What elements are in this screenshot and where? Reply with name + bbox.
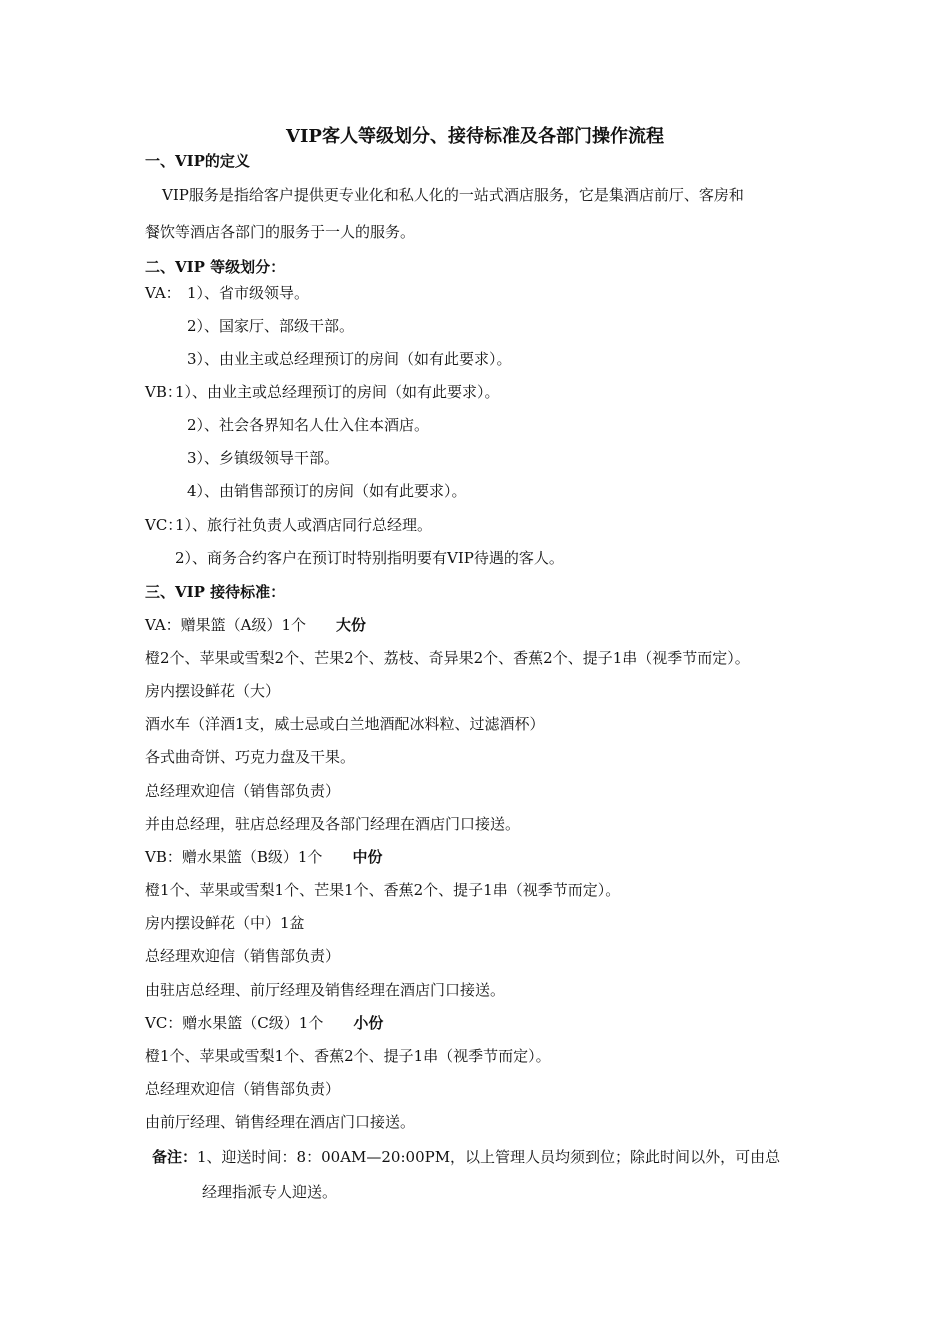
note-text-2: 经理指派专人迎送。 — [202, 1183, 338, 1201]
vb-level-item-4: 4）、由销售部预订的房间（如有此要求）。 — [187, 482, 467, 500]
vip-definition-line-1: VIP服务是指给客户提供更专业化和私人化的一站式酒店服务，它是集酒店前厅、客房和 — [162, 186, 744, 204]
vc-standard-line-2: 总经理欢迎信（销售部负责） — [145, 1080, 341, 1098]
va-standard-line-3: 酒水车（洋酒1支，威士忌或白兰地酒配冰料粒、过滤酒杯） — [145, 715, 545, 733]
vb-standard-line-3: 总经理欢迎信（销售部负责） — [145, 947, 341, 965]
section-3-heading: 三、VIP 接待标准： — [145, 583, 286, 601]
vc-standard-line-3: 由前厅经理、销售经理在酒店门口接送。 — [145, 1113, 416, 1131]
vip-definition-line-2: 餐饮等酒店各部门的服务于一人的服务。 — [145, 223, 416, 241]
va-level-item-3: 3）、由业主或总经理预订的房间（如有此要求）。 — [187, 350, 512, 368]
va-level-item-2: 2）、国家厅、部级干部。 — [187, 317, 355, 335]
vb-standard-line-1: 橙1个、苹果或雪梨1个、芒果1个、香蕉2个、提子1串（视季节而定）。 — [145, 881, 621, 899]
va-standard-line-4: 各式曲奇饼、巧克力盘及干果。 — [145, 748, 356, 766]
vb-basket-line — [145, 846, 382, 868]
vb-basket-text: VB：赠水果篮（B级）1个 — [145, 848, 323, 866]
note-line — [152, 1146, 780, 1168]
va-basket-line — [145, 614, 366, 636]
section-2-heading: 二、VIP 等级划分： — [145, 258, 286, 276]
va-basket-text: VA：赠果篮（A级）1个 — [145, 616, 307, 634]
vc-level-item-1: 1）、旅行社负责人或酒店同行总经理。 — [175, 516, 433, 534]
vc-basket-size: 小份 — [353, 1014, 384, 1032]
vb-level-item-2: 2）、社会各界知名人仕入住本酒店。 — [187, 416, 430, 434]
note-text-1: 1、迎送时间：8：00AM—20:00PM，以上管理人员均须到位；除此时间以外，可由总 — [197, 1148, 781, 1166]
va-standard-line-1: 橙2个、苹果或雪梨2个、芒果2个、荔枝、奇异果2个、香蕉2个、提子1串（视季节而定）。 — [145, 649, 750, 667]
vb-level-item-3: 3）、乡镇级领导干部。 — [187, 449, 340, 467]
vc-basket-text: VC：赠水果篮（C级）1个 — [145, 1014, 324, 1032]
va-standard-line-6: 并由总经理，驻店总经理及各部门经理在酒店门口接送。 — [145, 815, 521, 833]
vb-level-item-1: 1）、由业主或总经理预订的房间（如有此要求）。 — [175, 383, 500, 401]
section-1-heading: 一、VIP的定义 — [145, 152, 250, 170]
va-standard-line-2: 房内摆设鲜花（大） — [145, 682, 281, 700]
document-title: VIP客人等级划分、接待标准及各部门操作流程 — [286, 126, 664, 147]
va-basket-size: 大份 — [336, 616, 367, 634]
vb-standard-line-2: 房内摆设鲜花（中）1盆 — [145, 914, 305, 932]
vc-level-item-2: 2）、商务合约客户在预订时特别指明要有VIP待遇的客人。 — [175, 549, 564, 567]
va-level-prefix: VA： — [145, 284, 181, 302]
note-label: 备注： — [152, 1148, 198, 1166]
va-standard-line-5: 总经理欢迎信（销售部负责） — [145, 782, 341, 800]
vb-basket-size: 中份 — [352, 848, 383, 866]
vc-level-prefix: VC： — [145, 516, 183, 534]
va-level-item-1: 1）、省市级领导。 — [187, 284, 310, 302]
vc-standard-line-1: 橙1个、苹果或雪梨1个、香蕉2个、提子1串（视季节而定）。 — [145, 1047, 551, 1065]
vb-level-prefix: VB： — [145, 383, 182, 401]
vc-basket-line — [145, 1012, 383, 1034]
vb-standard-line-4: 由驻店总经理、前厅经理及销售经理在酒店门口接送。 — [145, 981, 506, 999]
